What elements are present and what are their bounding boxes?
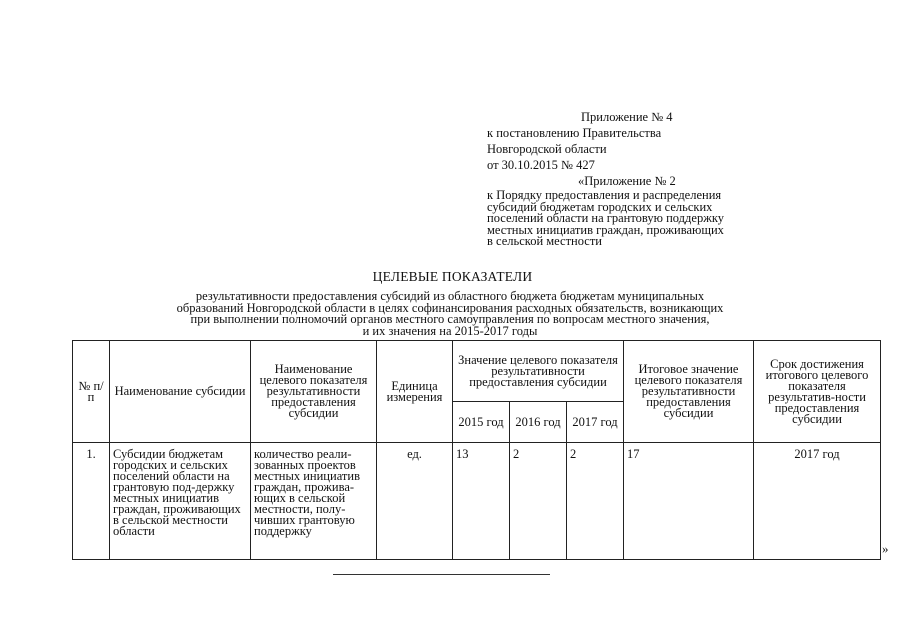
appendix-2-line: «Приложение № 2	[578, 174, 676, 188]
cell-2017: 2	[567, 443, 624, 560]
header-num: № п/п	[73, 341, 110, 443]
header-deadline: Срок достижения итогового целевого показателя результатив-ности предоставления субсидии	[754, 341, 881, 443]
subtitle-line: и их значения на 2015-2017 годы	[362, 323, 538, 338]
cell-2015: 13	[453, 443, 510, 560]
header-total: Итоговое значение целевого показателя результативности предоставления субсидии	[624, 341, 754, 443]
cell-subsidy: Субсидии бюджетам городских и сельских поселений области на грантовую под-держку местных инициатив граждан, проживающих в сельской местности области	[110, 443, 251, 560]
document-title: ЦЕЛЕВЫЕ ПОКАЗАТЕЛИ	[372, 269, 533, 284]
resolution-line: к постановлению Правительства	[487, 126, 662, 140]
order-line: субсидий бюджетам городских и сельских	[487, 199, 713, 214]
indicators-table	[72, 340, 881, 560]
header-year-2017: 2017 год	[567, 402, 624, 443]
header-value-group: Значение целевого показателя результативности предоставления субсидии	[453, 341, 624, 402]
cell-unit: ед.	[377, 443, 453, 560]
separator-line	[333, 574, 550, 575]
header-year-2016: 2016 год	[510, 402, 567, 443]
order-reference	[487, 190, 724, 248]
cell-deadline: 2017 год	[754, 443, 881, 560]
cell-num: 1.	[73, 443, 110, 560]
order-line: в сельской местности	[487, 234, 602, 248]
region-line: Новгородской области	[487, 142, 607, 156]
subtitle-line: при выполнении полномочий органов местного самоуправления по вопросам местного значения,	[190, 312, 710, 326]
subtitle-line: образований Новгородской области в целях софинансирования расходных обязательств, возникающих	[176, 300, 724, 315]
order-line: к Порядку предоставления и распределения	[487, 188, 722, 202]
order-line: местных инициатив граждан, проживающих	[487, 222, 724, 237]
cell-indicator: количество реали-зованных проектов местных инициатив граждан, прожива-ющих в сельской местности, полу-чивших грантовую поддержку	[251, 443, 377, 560]
header-year-2015: 2015 год	[453, 402, 510, 443]
appendix-number: Приложение № 4	[581, 110, 673, 124]
document-subtitle	[100, 291, 800, 337]
date-number-line: от 30.10.2015 № 427	[487, 158, 595, 172]
order-line: поселений области на грантовую поддержку	[487, 211, 724, 225]
header-subsidy: Наименование субсидии	[110, 341, 251, 443]
subtitle-line: результативности предоставления субсидий из областного бюджета бюджетам муниципальных	[195, 289, 705, 303]
header-unit: Единица измерения	[377, 341, 453, 443]
header-indicator: Наименование целевого показателя результативности предоставления субсидии	[251, 341, 377, 443]
closing-quote: »	[882, 541, 889, 556]
table-row	[73, 443, 881, 560]
cell-total: 17	[624, 443, 754, 560]
cell-2016: 2	[510, 443, 567, 560]
